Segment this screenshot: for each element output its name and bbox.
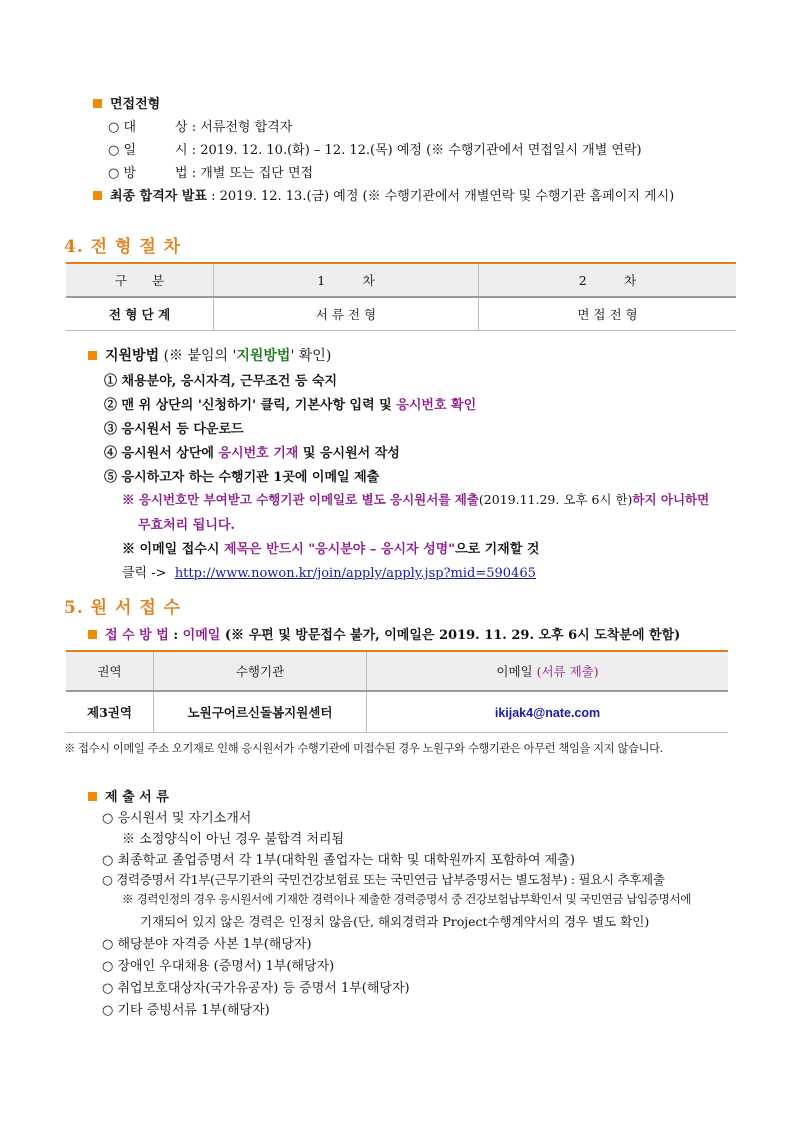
interview-method-value: 개별 또는 집단 면접 [200, 166, 314, 181]
final-label: 최종 합격자 발표 [110, 189, 207, 204]
receipt-method [88, 624, 680, 643]
apply-step-4-highlight: 응시번호 기재 [218, 446, 299, 461]
apply-step-2 [104, 394, 476, 413]
bullet-square-icon [88, 351, 97, 360]
apply-step-2-text: ② 맨 위 상단의 '신청하기' 클릭, 기본사항 입력 및 [104, 398, 397, 413]
apply-step-2-highlight: 응시번호 확인 [396, 398, 477, 413]
apply-title: 지원방법 [105, 348, 160, 364]
table-header-cell: 2 차 [479, 263, 737, 297]
interview-method-label: ○ 방 법 [108, 166, 188, 181]
doc-item: ○ 응시원서 및 자기소개서 [102, 811, 252, 826]
table-header-cell: 권역 [66, 651, 154, 691]
bullet-square-icon [88, 630, 97, 639]
email-address-text[interactable]: ikijak4@nate.com [494, 705, 601, 720]
interview-target-value: 서류전형 합격자 [200, 120, 293, 135]
warn2-a: ※ 이메일 접수시 [122, 542, 224, 557]
doc-item: ○ 해당분야 자격증 사본 1부(해당자) [102, 937, 312, 952]
interview-heading [93, 93, 160, 112]
interview-date: ○ 일 시 : 2019. 12. 10.(화) – 12. 12.(목) 예정 (※ 수행기관에서 면접일시 개별 연락) [108, 143, 642, 158]
recv-colon: : [168, 628, 183, 643]
email-header-text: 이메일 [496, 664, 537, 679]
receipt-notice: ※ 접수시 이메일 주소 오기재로 인해 응시원서가 수행기관에 미접수된 경우 노원구와 수행기관은 아무런 책임을 지지 않습니다. [64, 742, 663, 755]
apply-heading [88, 345, 331, 365]
doc-item: ○ 취업보호대상자(국가유공자) 등 증명서 1부(해당자) [102, 981, 410, 996]
apply-note-post: ' 확인) [290, 348, 332, 364]
apply-warning-1-cont: 무효처리 됩니다. [138, 518, 235, 533]
email-table [66, 650, 728, 733]
table-cell: 면 접 전 형 [479, 297, 737, 331]
doc-item: ○ 경력증명서 각1부(근무기관의 국민건강보험료 또는 국민연금 납부증명서는 별도첨부) : 필요시 추후제출 [102, 872, 665, 887]
bullet-square-icon [88, 792, 97, 801]
bullet-square-icon [93, 99, 102, 108]
table-cell: 서 류 전 형 [214, 297, 479, 331]
warn2-b: 제목은 반드시 "응시분야 – 응시자 성명" [223, 542, 455, 557]
warn1-c: 하지 아니하면 [632, 492, 710, 507]
table-header-cell: 구 분 [66, 263, 214, 297]
section4-title: 4. 전 형 절 차 [64, 237, 182, 257]
interview-target: ○ 대 상 : 서류전형 합격자 [108, 120, 293, 135]
apply-note-pre: (※ 붙임의 ' [163, 348, 237, 364]
email-header-paren: (서류 제출) [536, 664, 599, 679]
table-header-cell: 수행기관 [154, 651, 367, 691]
interview-title: 면접전형 [110, 97, 161, 112]
bullet-square-icon [93, 191, 102, 200]
doc-item: ※ 소정양식이 아닌 경우 불합격 처리됨 [122, 832, 345, 847]
apply-step-4 [104, 442, 400, 461]
selection-process-table [66, 262, 736, 331]
doc-item: ※ 경력인정의 경우 응시원서에 기재한 경력이나 제출한 경력증명서 중 건강보험납부확인서 및 국민연금 납입증명서에 [122, 892, 692, 906]
doc-item: 기재되어 있지 않은 경력은 인정치 않음(단, 해외경력과 Project수행계약서의 경우 별도 확인) [140, 914, 650, 929]
interview-method: ○ 방 법 : 개별 또는 집단 면접 [108, 166, 314, 181]
warn2-c: 으로 기재할 것 [454, 542, 540, 557]
apply-step-5: ⑤ 응시하고자 하는 수행기관 1곳에 이메일 제출 [104, 470, 380, 485]
interview-target-label: ○ 대 상 [108, 120, 188, 135]
warn1-b: (2019.11.29. 오후 6시 한) [478, 492, 633, 507]
final-value: 2019. 12. 13.(금) 예정 (※ 수행기관에서 개별연락 및 수행기관 홈페이지 게시) [219, 189, 675, 204]
interview-date-label: ○ 일 시 [108, 143, 188, 158]
recv-method: 이메일 [182, 628, 221, 643]
apply-note-highlight: 지원방법 [236, 348, 291, 364]
table-header-cell: 1 차 [214, 263, 479, 297]
apply-link-line [122, 562, 536, 581]
table-cell: 제3권역 [66, 691, 154, 733]
apply-step-4-text: ④ 응시원서 상단에 [104, 446, 219, 461]
doc-item: ○ 기타 증빙서류 1부(해당자) [102, 1003, 270, 1018]
table-header-cell-email [367, 651, 729, 691]
final-announcement: 최종 합격자 발표 : 2019. 12. 13.(금) 예정 (※ 수행기관에서 개별연락 및 수행기관 홈페이지 게시) [93, 185, 674, 204]
warn1-a: ※ 응시번호만 부여받고 수행기관 이메일로 별도 응시원서를 제출 [122, 492, 479, 507]
interview-date-value: 2019. 12. 10.(화) – 12. 12.(목) 예정 (※ 수행기관에서 면접일시 개별 연락) [200, 143, 642, 158]
table-cell: 전 형 단 계 [66, 297, 214, 331]
table-cell: 노원구어르신돌봄지원센터 [154, 691, 367, 733]
apply-step-4-post: 및 응시원서 작성 [298, 446, 400, 461]
recv-note: (※ 우편 및 방문접수 불가, 이메일은 2019. 11. 29. 오후 6시 도착분에 한함) [224, 628, 681, 643]
email-address[interactable] [367, 691, 729, 733]
click-label: 클릭 -> [122, 566, 167, 581]
apply-step-1: ① 채용분야, 응시자격, 근무조건 등 숙지 [104, 374, 338, 389]
apply-warning-1 [122, 490, 709, 508]
apply-step-3: ③ 응시원서 등 다운로드 [104, 422, 244, 437]
doc-item: ○ 최종학교 졸업증명서 각 1부(대학원 졸업자는 대학 및 대학원까지 포함하여 제출) [102, 853, 575, 868]
apply-warning-2 [122, 538, 539, 557]
docs-title: 제 출 서 류 [105, 790, 169, 805]
docs-heading [88, 786, 169, 805]
apply-url-link[interactable]: http://www.nowon.kr/join/apply/apply.jsp?mid=590465 [174, 566, 536, 581]
recv-label: 접 수 방 법 [105, 628, 169, 643]
section5-title: 5. 원 서 접 수 [64, 598, 182, 618]
doc-item: ○ 장애인 우대채용 (증명서) 1부(해당자) [102, 959, 335, 974]
